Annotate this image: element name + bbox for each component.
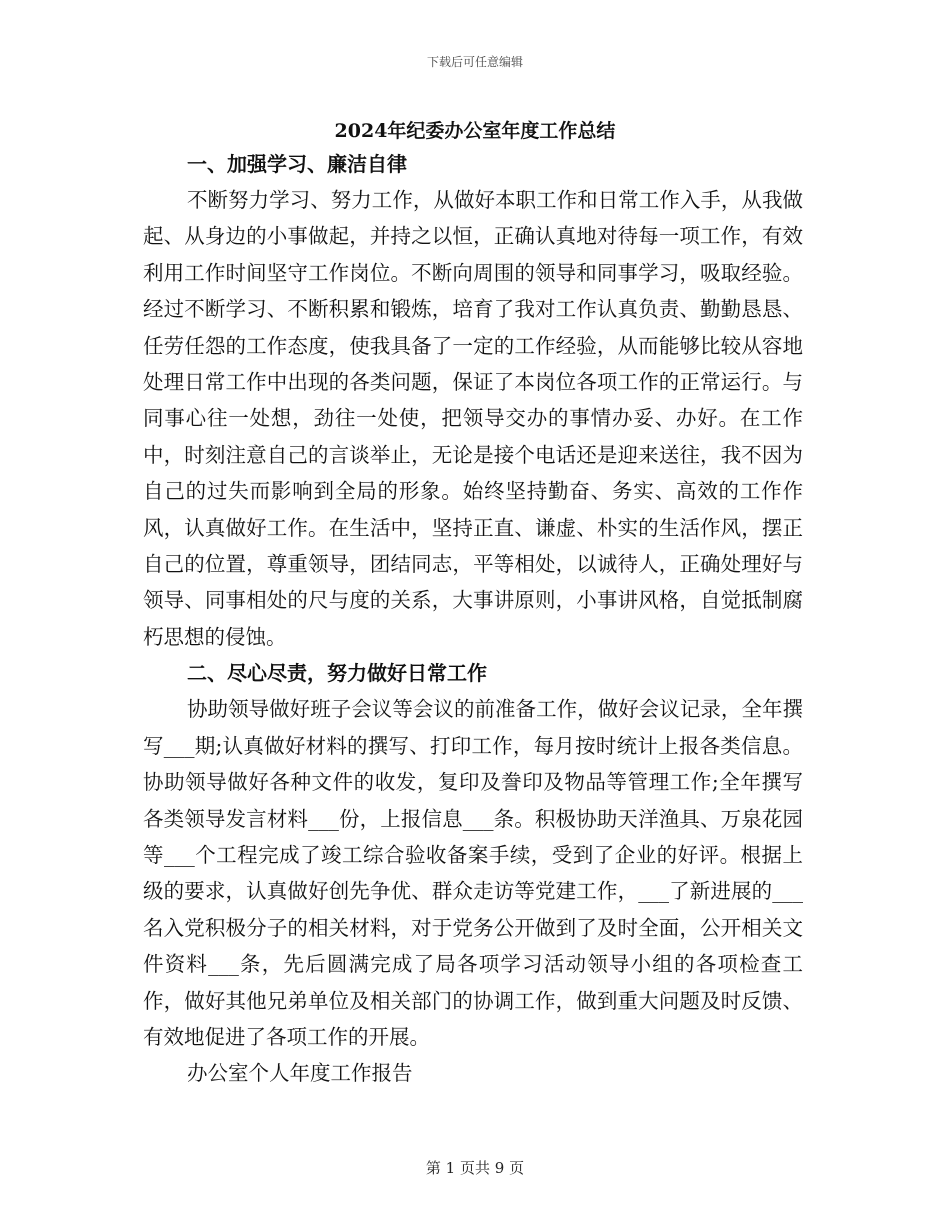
- section-paragraph-2: 协助领导做好班子会议等会议的前准备工作，做好会议记录，全年撰写___期;认真做好材料的撰写、打印工作，每月按时统计上报各类信息。协助领导做好各种文件的收发，复印及誊印及物品等管理工作;全年撰写各类领导发言材料___份，上报信息___条。积极协助天洋渔具、万泉花园等___个工程完成了竣工综合验收备案手续，受到了企业的好评。根据上级的要求，认真做好创先争优、群众走访等党建工作，___了新进展的___名入党积极分子的相关材料，对于党务公开做到了及时全面，公开相关文件资料___条，先后圆满完成了局各项学习活动领导小组的各项检查工作，做好其他兄弟单位及相关部门的协调工作，做到重大问题及时反馈、有效地促进了各项工作的开展。: [143, 697, 803, 1049]
- section-heading-2: 二、尽心尽责，努力做好日常工作: [187, 661, 487, 686]
- document-title: 2024年纪委办公室年度工作总结: [334, 120, 616, 142]
- closing-line: 办公室个人年度工作报告: [187, 1061, 413, 1086]
- download-note: 下载后可任意编辑: [426, 55, 523, 69]
- section-heading-1: 一、加强学习、廉洁自律: [187, 152, 407, 176]
- page-indicator: 第 1 页共 9 页: [425, 1159, 525, 1177]
- section-paragraph-1: 不断努力学习、努力工作，从做好本职工作和日常工作入手，从我做起、从身边的小事做起，并持之以恒，正确认真地对待每一项工作，有效利用工作时间坚守工作岗位。不断向周围的领导和同事学习，吸取经验。经过不断学习、不断积累和锻炼，培育了我对工作认真负责、勤勤恳恳、任劳任怨的工作态度，使我具备了一定的工作经验，从而能够比较从容地处理日常工作中出现的各类问题，保证了本岗位各项工作的正常运行。与同事心往一处想，劲往一处使，把领导交办的事情办妥、办好。在工作中，时刻注意自己的言谈举止，无论是接个电话还是迎来送往，我不因为自己的过失而影响到全局的形象。始终坚持勤奋、务实、高效的工作作风，认真做好工作。在生活中，坚持正直、谦虚、朴实的生活作风，摆正自己的位置，尊重领导，团结同志，平等相处，以诚待人，正确处理好与领导、同事相处的尺与度的关系，大事讲原则，小事讲风格，自觉抵制腐朽思想的侵蚀。: [143, 188, 803, 649]
- document-body: [143, 146, 803, 1092]
